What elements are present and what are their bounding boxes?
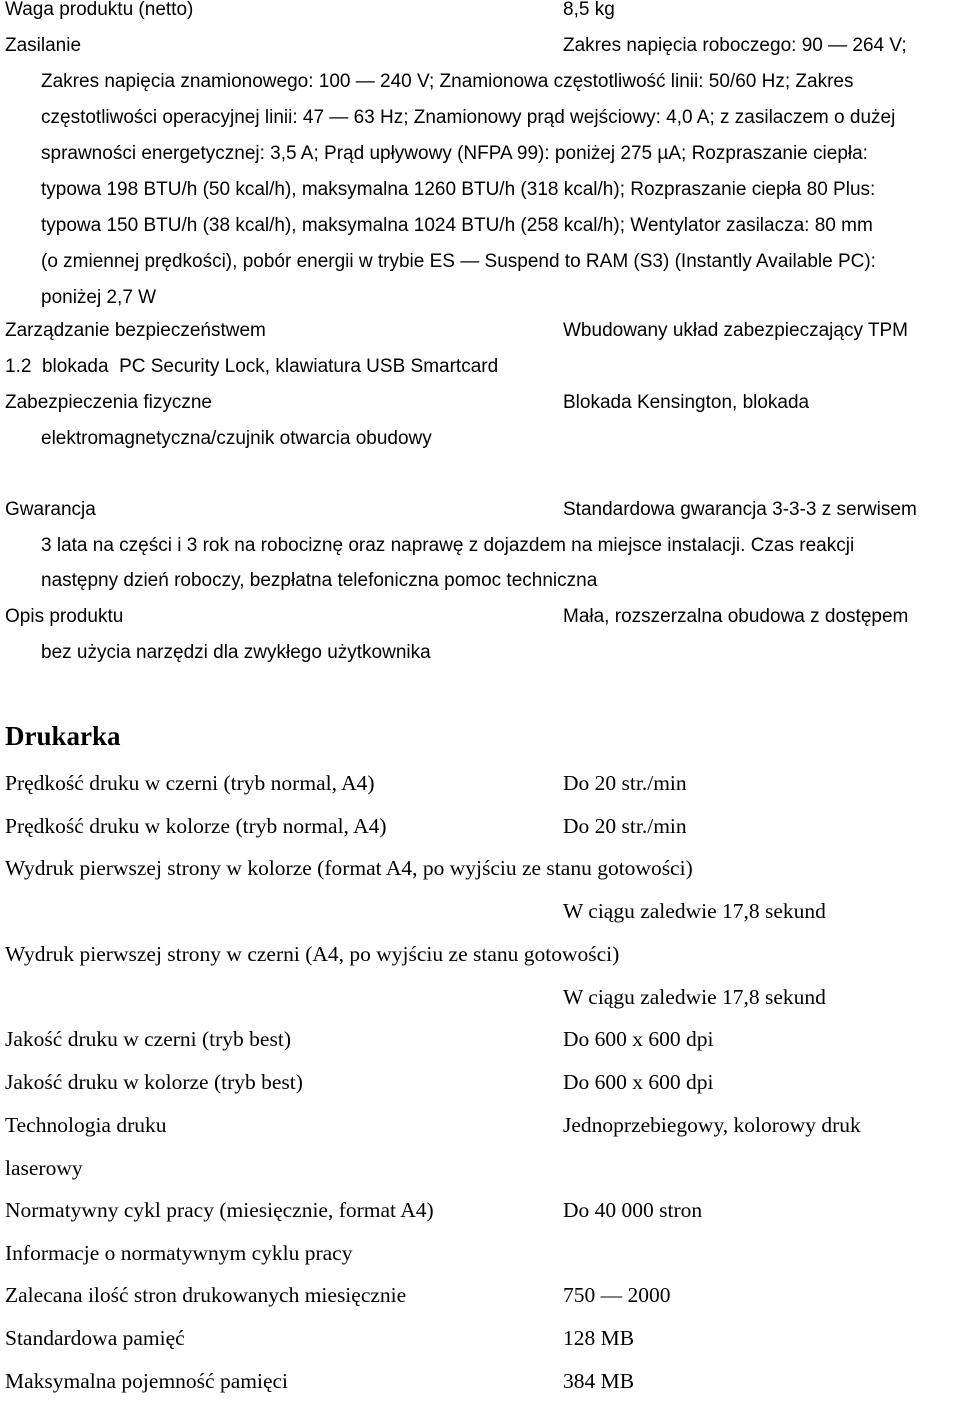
speed-color-label: Prędkość druku w kolorze (tryb normal, A4)	[5, 814, 387, 838]
speed-color-value: Do 20 str./min	[563, 814, 687, 838]
power-value-line: sprawności energetycznej: 3,5 A; Prąd upływowy (NFPA 99): poniżej 275 µA; Rozpraszanie ciepła:	[41, 143, 868, 164]
power-value-line: typowa 198 BTU/h (50 kcal/h), maksymalna 1260 BTU/h (318 kcal/h); Rozpraszanie ciepła 80 Plus:	[41, 179, 876, 200]
power-value-line: poniżej 2,7 W	[41, 287, 157, 308]
quality-color-label: Jakość druku w kolorze (tryb best)	[5, 1070, 303, 1094]
description-label: Opis produktu	[5, 606, 124, 627]
security-mgmt-value: Wbudowany układ zabezpieczający TPM	[563, 320, 908, 341]
recommended-volume-value: 750 — 2000	[563, 1283, 671, 1307]
first-page-black-label: Wydruk pierwszej strony w czerni (A4, po wyjściu ze stanu gotowości)	[5, 942, 620, 966]
warranty-value-line: następny dzień roboczy, bezpłatna telefoniczna pomoc techniczna	[41, 570, 598, 591]
quality-black-label: Jakość druku w czerni (tryb best)	[5, 1027, 291, 1051]
weight-label: Waga produktu (netto)	[5, 0, 194, 20]
first-page-color-value: W ciągu zaledwie 17,8 sekund	[563, 899, 826, 923]
technology-value-cont: laserowy	[5, 1156, 83, 1180]
speed-black-label: Prędkość druku w czerni (tryb normal, A4)	[5, 771, 375, 795]
weight-value: 8,5 kg	[563, 0, 615, 20]
max-memory-label: Maksymalna pojemność pamięci	[5, 1369, 289, 1393]
duty-cycle-label: Normatywny cykl pracy (miesięcznie, format A4)	[5, 1198, 434, 1222]
speed-black-value: Do 20 str./min	[563, 771, 687, 795]
power-value-line: częstotliwości operacyjnej linii: 47 — 63 Hz; Znamionowy prąd wejściowy: 4,0 A; z zasilaczem o dużej	[41, 107, 896, 128]
first-page-black-value: W ciągu zaledwie 17,8 sekund	[563, 985, 826, 1009]
warranty-value: Standardowa gwarancja 3-3-3 z serwisem	[563, 499, 917, 520]
warranty-label: Gwarancja	[5, 499, 96, 520]
power-value-first: Zakres napięcia roboczego: 90 — 264 V;	[563, 35, 907, 56]
quality-black-value: Do 600 x 600 dpi	[563, 1027, 714, 1051]
recommended-volume-label: Zalecana ilość stron drukowanych miesięcznie	[5, 1283, 407, 1307]
warranty-value-line: 3 lata na części i 3 rok na robociznę oraz naprawę z dojazdem na miejsce instalacji. Czas reakcji	[41, 535, 855, 556]
printer-heading: Drukarka	[5, 721, 121, 751]
power-value-line: typowa 150 BTU/h (38 kcal/h), maksymalna 1024 BTU/h (258 kcal/h); Wentylator zasilacza: 80 mm	[41, 215, 873, 236]
power-label: Zasilanie	[5, 35, 82, 56]
power-value-line: Zakres napięcia znamionowego: 100 — 240 V; Znamionowa częstotliwość linii: 50/60 Hz; Zakres	[41, 71, 854, 92]
quality-color-value: Do 600 x 600 dpi	[563, 1070, 714, 1094]
first-page-color-label: Wydruk pierwszej strony w kolorze (format A4, po wyjściu ze stanu gotowości)	[5, 856, 693, 880]
duty-info-label: Informacje o normatywnym cyklu pracy	[5, 1241, 353, 1265]
security-mgmt-value-cont: 1.2 blokada PC Security Lock, klawiatura USB Smartcard	[5, 356, 499, 377]
physical-security-label: Zabezpieczenia fizyczne	[5, 392, 212, 413]
physical-security-value: Blokada Kensington, blokada	[563, 392, 810, 413]
std-memory-value: 128 MB	[563, 1326, 635, 1350]
power-value-line: (o zmiennej prędkości), pobór energii w trybie ES — Suspend to RAM (S3) (Instantly Available PC):	[41, 251, 876, 272]
max-memory-value: 384 MB	[563, 1369, 635, 1393]
std-memory-label: Standardowa pamięć	[5, 1326, 185, 1350]
technology-label: Technologia druku	[5, 1113, 167, 1137]
security-mgmt-label: Zarządzanie bezpieczeństwem	[5, 320, 266, 341]
description-value-cont: bez użycia narzędzi dla zwykłego użytkownika	[41, 642, 431, 663]
physical-security-value-cont: elektromagnetyczna/czujnik otwarcia obudowy	[41, 428, 432, 449]
technology-value: Jednoprzebiegowy, kolorowy druk	[563, 1113, 861, 1137]
description-value: Mała, rozszerzalna obudowa z dostępem	[563, 606, 909, 627]
duty-cycle-value: Do 40 000 stron	[563, 1198, 703, 1222]
